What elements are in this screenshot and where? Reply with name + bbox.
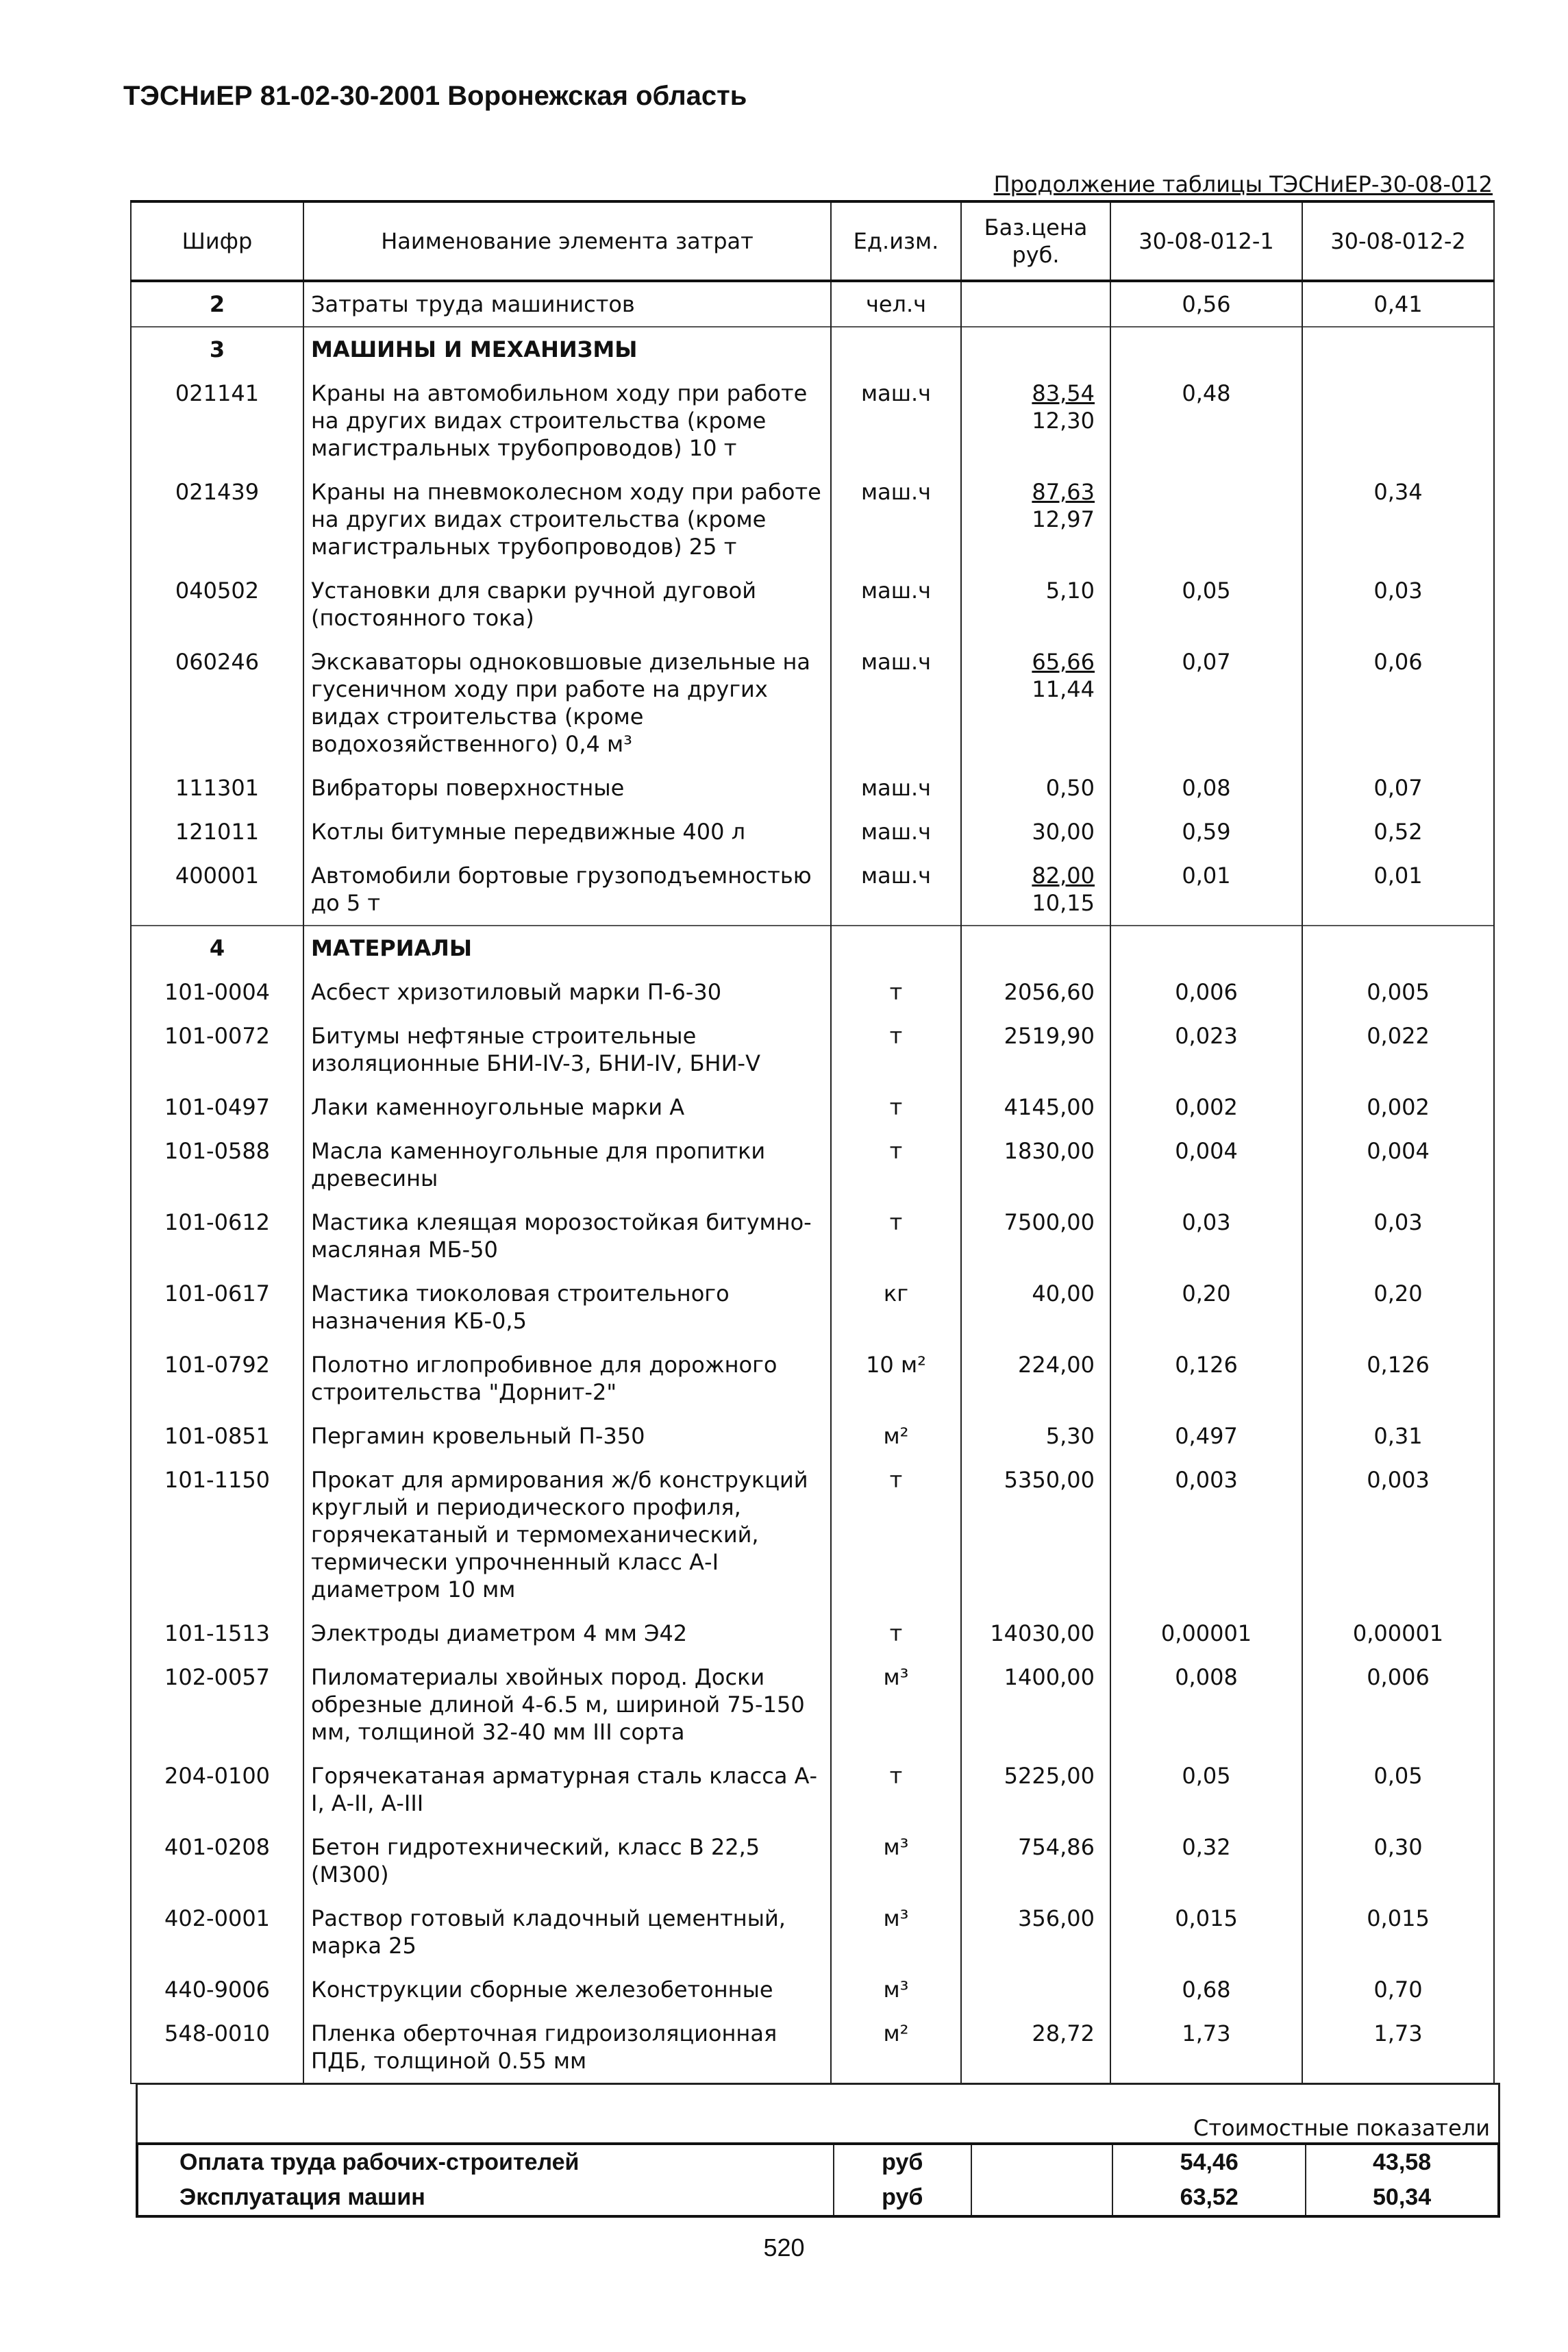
table-row	[131, 1611, 1494, 1655]
table-row	[131, 1014, 1494, 1085]
cell-unit: т	[831, 1458, 961, 1611]
cell-price	[961, 926, 1110, 970]
price-value: 754,86	[1018, 1834, 1095, 1860]
cell-price	[961, 1414, 1110, 1458]
price-value: 82,00	[1032, 863, 1095, 889]
cell-code: 101-0617	[131, 1272, 303, 1343]
table-row	[131, 1968, 1494, 2011]
cell-name: Затраты труда машинистов	[303, 281, 831, 327]
cell-name: МАШИНЫ И МЕХАНИЗМЫ	[303, 327, 831, 371]
cell-unit: т	[831, 1085, 961, 1129]
cell-30-08-012-2: 1,73	[1302, 2011, 1494, 2083]
cell-unit: м²	[831, 2011, 961, 2083]
price-value: 7500,00	[1004, 1209, 1095, 1235]
cell-name: Краны на пневмоколесном ходу при работе на других видах строительства (кроме магистральных трубопроводов) 25 т	[303, 470, 831, 569]
col-header-30-08-012-1: 30-08-012-1	[1110, 201, 1302, 281]
cell-price	[961, 1014, 1110, 1085]
cell-price	[961, 1825, 1110, 1896]
cell-30-08-012-2: 0,005	[1302, 970, 1494, 1014]
cell-30-08-012-2: 0,006	[1302, 1655, 1494, 1754]
cost-blank	[971, 2144, 1112, 2180]
cost-unit: руб	[834, 2144, 971, 2180]
table-row	[131, 371, 1494, 470]
price-value: 87,63	[1032, 479, 1095, 505]
cell-30-08-012-2	[1302, 371, 1494, 470]
price-value: 65,66	[1032, 649, 1095, 675]
cell-code: 402-0001	[131, 1896, 303, 1968]
col-header-price: Баз.цена руб.	[961, 201, 1110, 281]
cell-name: Пленка оберточная гидроизоляционная ПДБ, толщиной 0.55 мм	[303, 2011, 831, 2083]
table-row	[131, 970, 1494, 1014]
cell-30-08-012-1: 0,56	[1110, 281, 1302, 327]
cell-name: Раствор готовый кладочный цементный, марка 25	[303, 1896, 831, 1968]
cell-code: 111301	[131, 766, 303, 810]
cell-30-08-012-1: 0,00001	[1110, 1611, 1302, 1655]
cell-30-08-012-2: 0,06	[1302, 640, 1494, 766]
cell-30-08-012-1: 0,497	[1110, 1414, 1302, 1458]
cell-price	[961, 1754, 1110, 1825]
cell-price	[961, 327, 1110, 371]
cell-30-08-012-1: 0,08	[1110, 766, 1302, 810]
price-value: 5225,00	[1004, 1763, 1095, 1789]
cell-price	[961, 1655, 1110, 1754]
cell-30-08-012-1: 0,32	[1110, 1825, 1302, 1896]
price-secondary-value: 11,44	[1032, 676, 1095, 702]
cell-code: 021141	[131, 371, 303, 470]
cell-code: 101-0497	[131, 1085, 303, 1129]
cell-name: Прокат для армирования ж/б конструкций круглый и периодического профиля, горячекатаный и термомеханический, термически упрочненный класс А-I диаметром 10 мм	[303, 1458, 831, 1611]
col-header-30-08-012-2: 30-08-012-2	[1302, 201, 1494, 281]
cell-code: 548-0010	[131, 2011, 303, 2083]
cell-name: Установки для сварки ручной дуговой (постоянного тока)	[303, 569, 831, 640]
cell-name: Горячекатаная арматурная сталь класса А-I, А-II, А-III	[303, 1754, 831, 1825]
cell-30-08-012-1: 0,006	[1110, 970, 1302, 1014]
cell-name: Автомобили бортовые грузоподъемностью до 5 т	[303, 854, 831, 926]
cell-30-08-012-1	[1110, 470, 1302, 569]
cell-30-08-012-2: 0,126	[1302, 1343, 1494, 1414]
table-row	[131, 569, 1494, 640]
cell-30-08-012-2: 0,022	[1302, 1014, 1494, 1085]
cell-unit: т	[831, 1200, 961, 1272]
cell-unit: маш.ч	[831, 854, 961, 926]
cell-unit: 10 м²	[831, 1343, 961, 1414]
price-value: 83,54	[1032, 380, 1095, 406]
table-row	[131, 854, 1494, 926]
cell-price	[961, 1611, 1110, 1655]
cost-table	[136, 2142, 1500, 2218]
cell-30-08-012-2: 0,03	[1302, 1200, 1494, 1272]
cell-unit: м³	[831, 1896, 961, 1968]
price-value: 40,00	[1032, 1280, 1095, 1307]
cell-unit: маш.ч	[831, 569, 961, 640]
cell-name: Электроды диаметром 4 мм Э42	[303, 1611, 831, 1655]
cost-indicators-block	[136, 2083, 1500, 2218]
price-value: 4145,00	[1004, 1094, 1095, 1120]
cell-unit: м³	[831, 1655, 961, 1754]
table-header-row	[131, 201, 1494, 281]
cell-code: 021439	[131, 470, 303, 569]
cost-unit: руб	[834, 2180, 971, 2216]
cell-unit: м³	[831, 1968, 961, 2011]
cell-30-08-012-2: 0,002	[1302, 1085, 1494, 1129]
cell-code: 101-0072	[131, 1014, 303, 1085]
cell-price	[961, 1458, 1110, 1611]
col-header-name: Наименование элемента затрат	[303, 201, 831, 281]
price-value: 28,72	[1032, 2020, 1095, 2046]
cell-code: 204-0100	[131, 1754, 303, 1825]
cell-code: 101-0792	[131, 1343, 303, 1414]
cost-name: Оплата труда рабочих-строителей	[137, 2144, 834, 2180]
cell-name: Пиломатериалы хвойных пород. Доски обрезные длиной 4-6.5 м, шириной 75-150 мм, толщиной 32-40 мм III сорта	[303, 1655, 831, 1754]
cost-30-08-012-2: 43,58	[1306, 2144, 1499, 2180]
price-secondary-value: 10,15	[1032, 890, 1095, 916]
cell-30-08-012-2: 0,34	[1302, 470, 1494, 569]
table-row	[131, 1655, 1494, 1754]
cell-name: Полотно иглопробивное для дорожного строительства "Дорнит-2"	[303, 1343, 831, 1414]
table-row	[131, 1754, 1494, 1825]
cell-name: Котлы битумные передвижные 400 л	[303, 810, 831, 854]
table-row	[131, 1085, 1494, 1129]
price-value: 1400,00	[1004, 1664, 1095, 1690]
table-row	[131, 810, 1494, 854]
cell-name: Масла каменноугольные для пропитки древесины	[303, 1129, 831, 1200]
cell-30-08-012-1	[1110, 327, 1302, 371]
cost-blank	[971, 2180, 1112, 2216]
cell-30-08-012-1: 0,01	[1110, 854, 1302, 926]
cell-unit: т	[831, 970, 961, 1014]
cell-30-08-012-2: 0,004	[1302, 1129, 1494, 1200]
cell-name: Асбест хризотиловый марки П-6-30	[303, 970, 831, 1014]
price-secondary-value: 12,30	[1032, 408, 1095, 434]
table-row	[131, 1200, 1494, 1272]
cell-unit: т	[831, 1611, 961, 1655]
section-row	[131, 327, 1494, 371]
table-row	[131, 1272, 1494, 1343]
cell-30-08-012-1: 0,015	[1110, 1896, 1302, 1968]
price-value: 224,00	[1018, 1352, 1095, 1378]
cell-code: 101-1513	[131, 1611, 303, 1655]
cell-code: 101-0612	[131, 1200, 303, 1272]
cell-30-08-012-1: 0,68	[1110, 1968, 1302, 2011]
cell-code: 400001	[131, 854, 303, 926]
cell-price	[961, 371, 1110, 470]
cell-code: 101-0004	[131, 970, 303, 1014]
cost-row	[137, 2144, 1499, 2180]
cell-name: Битумы нефтяные строительные изоляционные БНИ-IV-3, БНИ-IV, БНИ-V	[303, 1014, 831, 1085]
cell-name: Пергамин кровельный П-350	[303, 1414, 831, 1458]
cell-30-08-012-1: 0,003	[1110, 1458, 1302, 1611]
cell-30-08-012-2: 0,01	[1302, 854, 1494, 926]
table-row	[131, 1896, 1494, 1968]
cell-code: 101-1150	[131, 1458, 303, 1611]
cell-30-08-012-2: 0,70	[1302, 1968, 1494, 2011]
cell-30-08-012-1	[1110, 926, 1302, 970]
cost-30-08-012-2: 50,34	[1306, 2180, 1499, 2216]
price-value: 5350,00	[1004, 1467, 1095, 1493]
cell-30-08-012-2: 0,003	[1302, 1458, 1494, 1611]
cost-name: Эксплуатация машин	[137, 2180, 834, 2216]
cell-30-08-012-2: 0,05	[1302, 1754, 1494, 1825]
cell-price	[961, 1272, 1110, 1343]
cell-30-08-012-1: 0,03	[1110, 1200, 1302, 1272]
cell-name: Экскаваторы одноковшовые дизельные на гусеничном ходу при работе на других видах строительства (кроме водохозяйственного) 0,4 м³	[303, 640, 831, 766]
cell-name: Мастика тиоколовая строительного назначения КБ-0,5	[303, 1272, 831, 1343]
cell-price	[961, 1343, 1110, 1414]
table-row	[131, 470, 1494, 569]
table-row	[131, 1343, 1494, 1414]
table-row	[131, 1129, 1494, 1200]
cell-30-08-012-2: 0,20	[1302, 1272, 1494, 1343]
cell-30-08-012-2: 0,00001	[1302, 1611, 1494, 1655]
cell-name: Лаки каменноугольные марки А	[303, 1085, 831, 1129]
price-value: 14030,00	[990, 1620, 1095, 1646]
cell-price	[961, 970, 1110, 1014]
price-value: 1830,00	[1004, 1138, 1095, 1164]
cost-indicators-heading: Стоимостные показатели	[1193, 2115, 1490, 2141]
cell-code: 440-9006	[131, 1968, 303, 2011]
cell-price	[961, 1896, 1110, 1968]
cell-30-08-012-1: 0,008	[1110, 1655, 1302, 1754]
table-row	[131, 1458, 1494, 1611]
section-row	[131, 281, 1494, 327]
table-row	[131, 640, 1494, 766]
cell-30-08-012-1: 0,004	[1110, 1129, 1302, 1200]
cell-price	[961, 281, 1110, 327]
cell-price	[961, 640, 1110, 766]
price-value: 2519,90	[1004, 1023, 1095, 1049]
cost-30-08-012-1: 54,46	[1112, 2144, 1306, 2180]
cell-30-08-012-1: 0,05	[1110, 1754, 1302, 1825]
cell-code: 2	[131, 281, 303, 327]
cell-price	[961, 1968, 1110, 2011]
cell-unit: маш.ч	[831, 810, 961, 854]
cell-30-08-012-1: 0,126	[1110, 1343, 1302, 1414]
cell-name: Конструкции сборные железобетонные	[303, 1968, 831, 2011]
cell-code: 101-0588	[131, 1129, 303, 1200]
cell-unit: чел.ч	[831, 281, 961, 327]
cell-unit: т	[831, 1014, 961, 1085]
cell-30-08-012-1: 0,59	[1110, 810, 1302, 854]
cell-30-08-012-1: 0,002	[1110, 1085, 1302, 1129]
cell-unit: маш.ч	[831, 371, 961, 470]
cell-name: Краны на автомобильном ходу при работе на других видах строительства (кроме магистральных трубопроводов) 10 т	[303, 371, 831, 470]
price-secondary-value: 12,97	[1032, 506, 1095, 532]
col-header-code: Шифр	[131, 201, 303, 281]
cell-30-08-012-1: 0,20	[1110, 1272, 1302, 1343]
col-header-unit: Ед.изм.	[831, 201, 961, 281]
cell-name: Бетон гидротехнический, класс В 22,5 (М300)	[303, 1825, 831, 1896]
cell-code: 060246	[131, 640, 303, 766]
resource-table	[130, 200, 1495, 2084]
cell-price	[961, 810, 1110, 854]
cell-unit: м³	[831, 1825, 961, 1896]
cost-30-08-012-1: 63,52	[1112, 2180, 1306, 2216]
cell-price	[961, 1200, 1110, 1272]
table-row	[131, 1825, 1494, 1896]
cell-unit	[831, 926, 961, 970]
cell-code: 121011	[131, 810, 303, 854]
cell-30-08-012-2	[1302, 926, 1494, 970]
cell-price	[961, 766, 1110, 810]
cell-30-08-012-1: 1,73	[1110, 2011, 1302, 2083]
cell-30-08-012-2: 0,03	[1302, 569, 1494, 640]
price-value: 30,00	[1032, 819, 1095, 845]
cell-30-08-012-2: 0,52	[1302, 810, 1494, 854]
cell-30-08-012-2: 0,07	[1302, 766, 1494, 810]
price-value: 5,30	[1045, 1423, 1095, 1449]
cell-30-08-012-2: 0,41	[1302, 281, 1494, 327]
cell-30-08-012-1: 0,48	[1110, 371, 1302, 470]
cell-unit	[831, 327, 961, 371]
cell-price	[961, 1085, 1110, 1129]
cell-price	[961, 470, 1110, 569]
cell-unit: т	[831, 1129, 961, 1200]
table-row	[131, 766, 1494, 810]
section-row	[131, 926, 1494, 970]
cell-code: 4	[131, 926, 303, 970]
cell-price	[961, 854, 1110, 926]
cell-price	[961, 1129, 1110, 1200]
cell-price	[961, 569, 1110, 640]
cell-code: 102-0057	[131, 1655, 303, 1754]
cell-unit: т	[831, 1754, 961, 1825]
table-row	[131, 2011, 1494, 2083]
cell-30-08-012-2: 0,30	[1302, 1825, 1494, 1896]
cell-name: МАТЕРИАЛЫ	[303, 926, 831, 970]
page-header-title: ТЭСНиЕР 81-02-30-2001 Воронежская область	[123, 81, 747, 111]
cell-price	[961, 2011, 1110, 2083]
price-value: 0,50	[1045, 775, 1095, 801]
cost-row	[137, 2180, 1499, 2216]
cell-30-08-012-1: 0,023	[1110, 1014, 1302, 1085]
cell-30-08-012-1: 0,05	[1110, 569, 1302, 640]
page-number: 520	[763, 2233, 805, 2262]
cell-code: 101-0851	[131, 1414, 303, 1458]
table-continuation-caption: Продолжение таблицы ТЭСНиЕР-30-08-012	[993, 171, 1493, 197]
cell-30-08-012-2	[1302, 327, 1494, 371]
cell-code: 401-0208	[131, 1825, 303, 1896]
cell-unit: маш.ч	[831, 470, 961, 569]
cell-code: 3	[131, 327, 303, 371]
cell-unit: м²	[831, 1414, 961, 1458]
cell-30-08-012-1: 0,07	[1110, 640, 1302, 766]
cell-30-08-012-2: 0,015	[1302, 1896, 1494, 1968]
cell-unit: маш.ч	[831, 766, 961, 810]
cell-30-08-012-2: 0,31	[1302, 1414, 1494, 1458]
cell-name: Мастика клеящая морозостойкая битумно-масляная МБ-50	[303, 1200, 831, 1272]
cell-code: 040502	[131, 569, 303, 640]
table-row	[131, 1414, 1494, 1458]
price-value: 356,00	[1018, 1905, 1095, 1931]
price-value: 5,10	[1045, 578, 1095, 604]
cell-unit: маш.ч	[831, 640, 961, 766]
cell-name: Вибраторы поверхностные	[303, 766, 831, 810]
cell-unit: кг	[831, 1272, 961, 1343]
price-value: 2056,60	[1004, 979, 1095, 1005]
